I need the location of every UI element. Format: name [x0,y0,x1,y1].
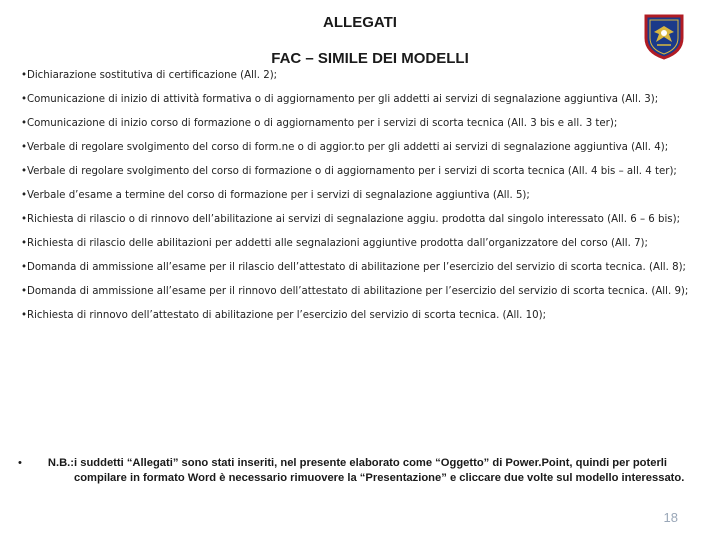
list-item: •Comunicazione di inizio di attività formativa o di aggiornamento per gli addetti ai servizi di segnalazione aggiuntiva (All. 3); [21,94,659,105]
list-item: •Comunicazione di inizio corso di formazione o di aggiornamento per i servizi di scorta tecnica (All. 3 bis e all. 3 ter); [21,118,618,129]
note-text: i suddetti “Allegati” sono stati inseriti, nel presente elaborato come “Oggetto” di Power.Point, quindi per poterli compilare in formato Word è necessario rimuovere la “Presentazione” e cliccare due volte sul modello interessato. [74,457,685,484]
page-number: 18 [663,510,678,525]
list-item: •Verbale di regolare svolgimento del corso di formazione o di aggiornamento per i servizi di scorta tecnica (All. 4 bis – all. 4 ter); [21,166,677,177]
list-item: •Richiesta di rinnovo dell’attestato di abilitazione per l’esercizio del servizio di scorta tecnica. (All. 10); [21,310,547,321]
list-item: •Richiesta di rilascio delle abilitazioni per addetti alle segnalazioni aggiuntive prodotta dall’organizzatore del corso (All. 7); [21,238,648,249]
list-item: •Richiesta di rilascio o di rinnovo dell’abilitazione ai servizi di segnalazione aggiu. prodotta dal singolo interessato (All. 6 – 6 bis); [21,214,681,225]
list-item: •Domanda di ammissione all’esame per il rinnovo dell’attestato di abilitazione per l’esercizio del servizio di scorta tecnica. (All. 9); [21,286,689,297]
note-label: N.B.: [47,457,74,469]
nota-bene [18,456,700,486]
page-title: ALLEGATI [323,14,397,31]
list-item: •Dichiarazione sostitutiva di certificazione (All. 2); [21,70,278,81]
list-item: •Verbale di regolare svolgimento del corso di form.ne o di aggior.to per gli addetti ai servizi di segnalazione aggiuntiva (All. 4); [21,142,669,153]
note-bullet: • [18,457,22,469]
page-subtitle: FAC – SIMILE DEI MODELLI [271,50,469,67]
attachments-list [21,68,689,323]
list-item: •Verbale d’esame a termine del corso di formazione per i servizi di segnalazione aggiuntiva (All. 5); [21,190,530,201]
police-crest-icon [642,12,686,60]
list-item: •Domanda di ammissione all’esame per il rilascio dell’attestato di abilitazione per l’esercizio del servizio di scorta tecnica. (All. 8); [21,262,686,273]
